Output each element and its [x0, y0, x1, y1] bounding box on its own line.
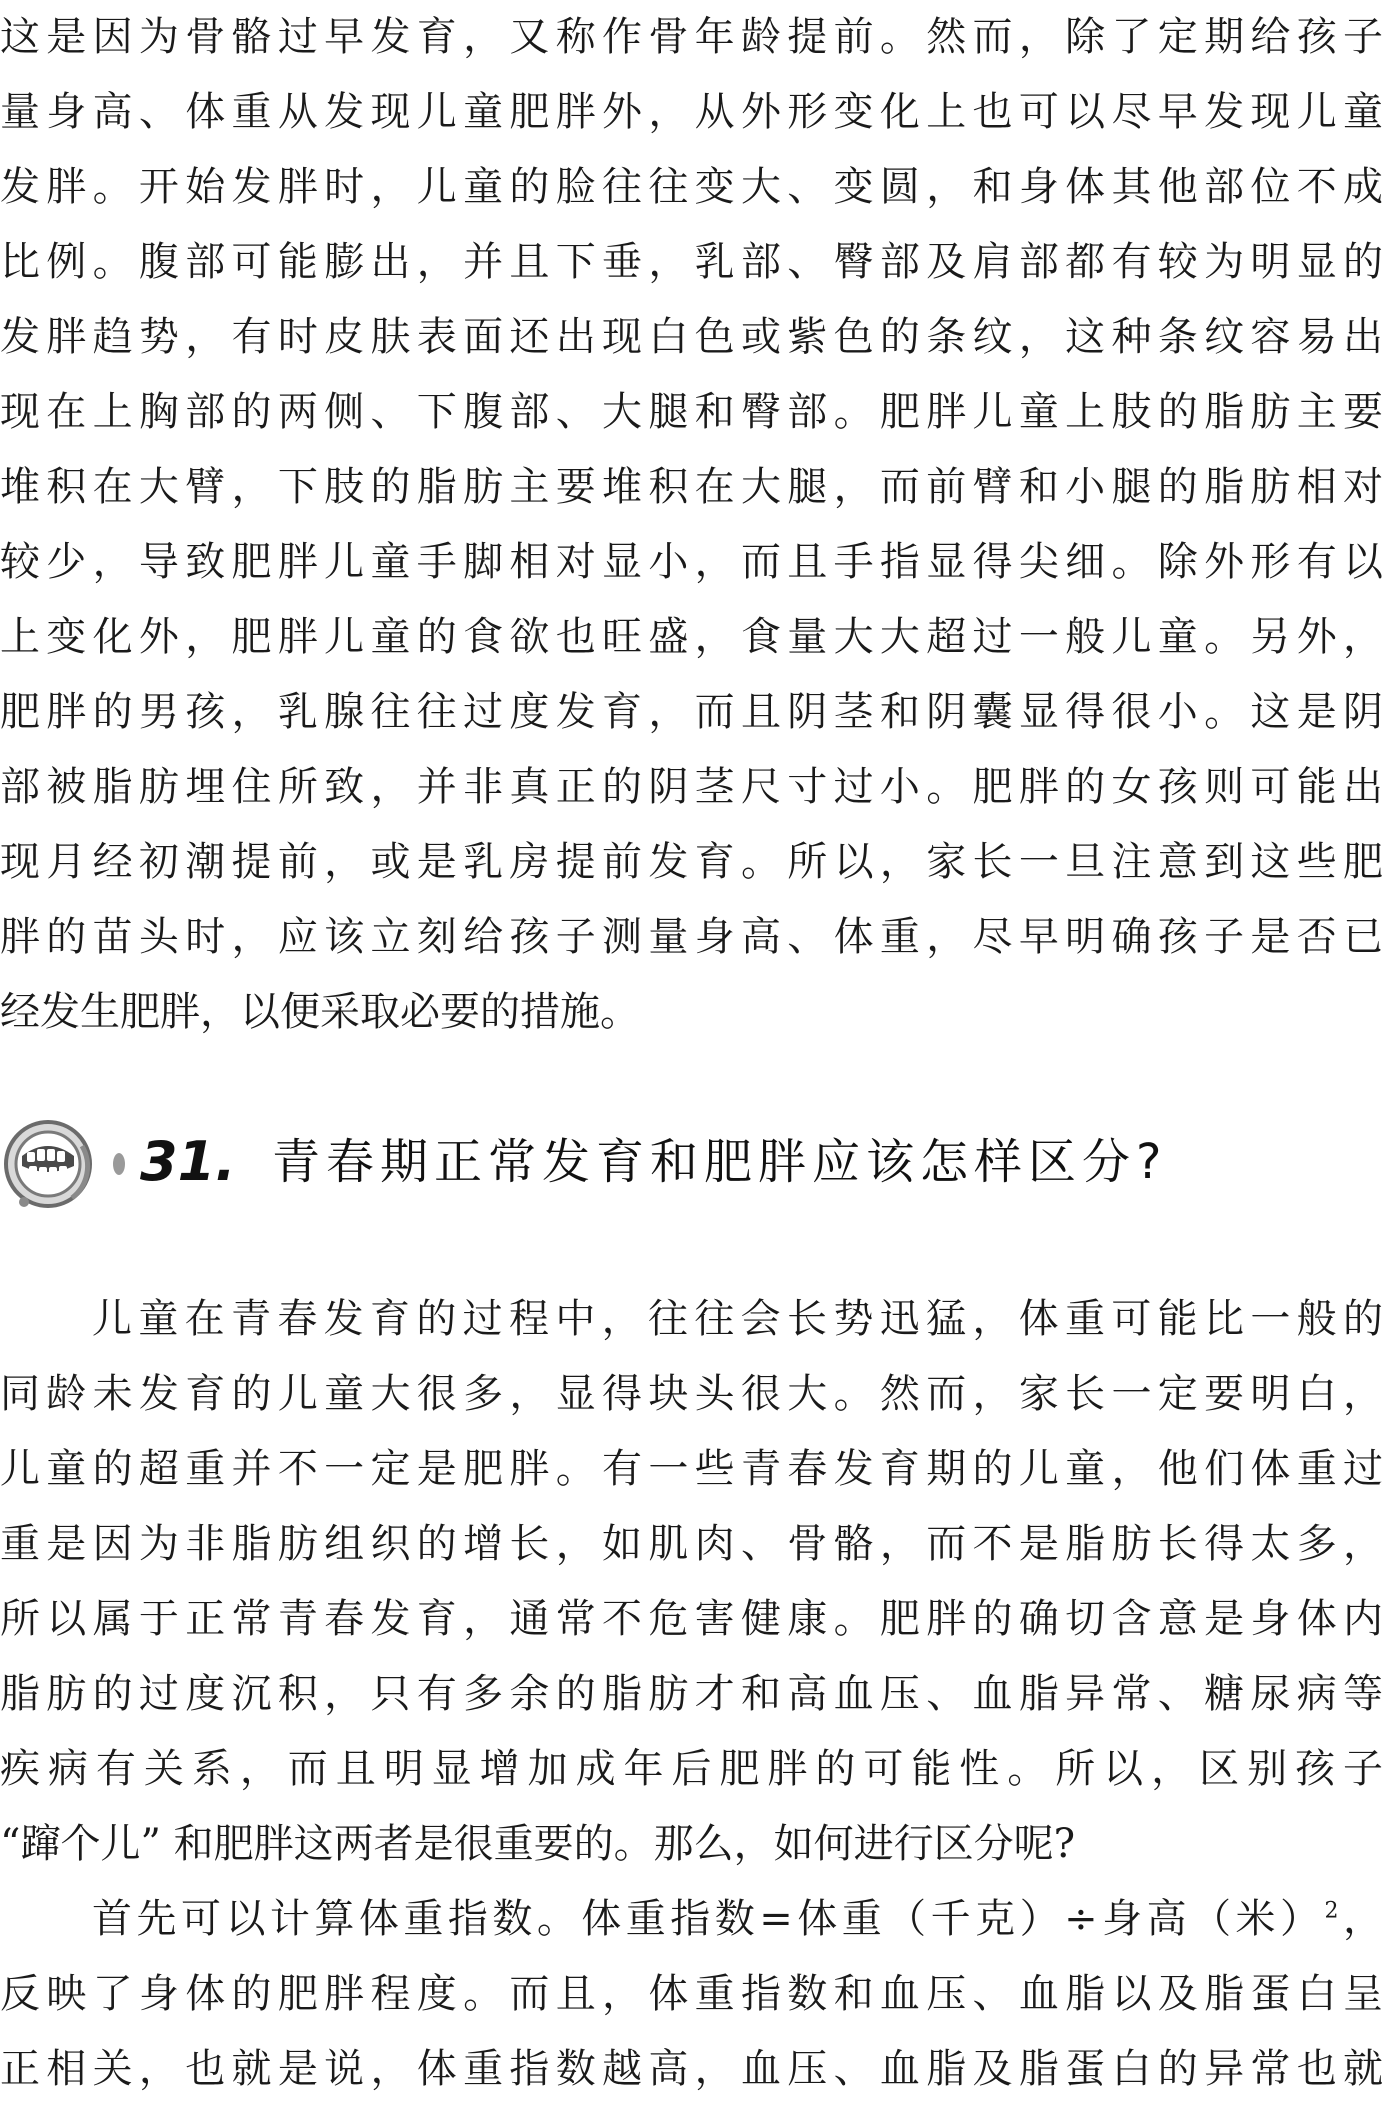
text-line: 脂肪的过度沉积，只有多余的脂肪才和高血压、血脂异常、糖尿病等 — [0, 1671, 1383, 1717]
teeth-circle-icon — [2, 1116, 98, 1212]
formula-suffix: ， — [1338, 1896, 1383, 1942]
text-line: 这是因为骨骼过早发育，又称作骨年龄提前。然而，除了定期给孩子 — [0, 14, 1383, 60]
text-line: 较少，导致肥胖儿童手脚相对显小，而且手指显得尖细。除外形有以 — [0, 539, 1383, 585]
text-line: 疾病有关系，而且明显增加成年后肥胖的可能性。所以，区别孩子 — [0, 1746, 1383, 1792]
section-heading — [0, 1110, 1383, 1210]
text-line: 发胖趋势，有时皮肤表面还出现白色或紫色的条纹，这种条纹容易出 — [0, 314, 1383, 360]
formula-text: 首先可以计算体重指数。体重指数=体重（千克）÷身高（米） — [92, 1896, 1325, 1942]
text-line: 胖的苗头时，应该立刻给孩子测量身高、体重，尽早明确孩子是否已 — [0, 914, 1383, 960]
text-line: 肥胖的男孩，乳腺往往过度发育，而且阴茎和阴囊显得很小。这是阴 — [0, 689, 1383, 735]
text-line: 比例。腹部可能膨出，并且下垂，乳部、臀部及肩部都有较为明显的 — [0, 239, 1383, 285]
paragraph-new-section — [0, 1282, 1383, 2107]
text-line: 量身高、体重从发现儿童肥胖外，从外形变化上也可以尽早发现儿童 — [0, 89, 1383, 135]
formula-line — [0, 1882, 1383, 1957]
text-line: 重是因为非脂肪组织的增长，如肌肉、骨骼，而不是脂肪长得太多， — [0, 1521, 1383, 1567]
text-line: 现在上胸部的两侧、下腹部、大腿和臀部。肥胖儿童上肢的脂肪主要 — [0, 389, 1383, 435]
heading-bullet-dot — [113, 1153, 125, 1175]
paragraph-continued — [0, 0, 1383, 1050]
text-line: 经发生肥胖，以便采取必要的措施。 — [0, 989, 640, 1035]
formula-superscript: 2 — [1324, 1898, 1339, 1924]
text-line: 反映了身体的肥胖程度。而且，体重指数和血压、血脂以及脂蛋白呈 — [0, 1971, 1383, 2017]
text-line: 正相关，也就是说，体重指数越高，血压、血脂及脂蛋白的异常也就 — [0, 2046, 1383, 2092]
text-line: 上变化外，肥胖儿童的食欲也旺盛，食量大大超过一般儿童。另外， — [0, 614, 1383, 660]
section-title: 青春期正常发育和肥胖应该怎样区分? — [272, 1134, 1168, 1190]
text-line: 所以属于正常青春发育，通常不危害健康。肥胖的确切含意是身体内 — [0, 1596, 1383, 1642]
text-line: 部被脂肪埋住所致，并非真正的阴茎尺寸过小。肥胖的女孩则可能出 — [0, 764, 1383, 810]
text-line: 堆积在大臂，下肢的脂肪主要堆积在大腿，而前臂和小腿的脂肪相对 — [0, 464, 1383, 510]
text-line: 同龄未发育的儿童大很多，显得块头很大。然而，家长一定要明白， — [0, 1371, 1383, 1417]
text-line: 现月经初潮提前，或是乳房提前发育。所以，家长一旦注意到这些肥 — [0, 839, 1383, 885]
text-line: 儿童在青春发育的过程中，往往会长势迅猛，体重可能比一般的 — [92, 1296, 1383, 1342]
section-number: 31. — [140, 1130, 236, 1193]
text-line: 儿童的超重并不一定是肥胖。有一些青春发育期的儿童，他们体重过 — [0, 1446, 1383, 1492]
text-line: “蹿个儿” 和肥胖这两者是很重要的。那么，如何进行区分呢? — [0, 1821, 1076, 1867]
text-line: 发胖。开始发胖时，儿童的脸往往变大、变圆，和身体其他部位不成 — [0, 164, 1383, 210]
